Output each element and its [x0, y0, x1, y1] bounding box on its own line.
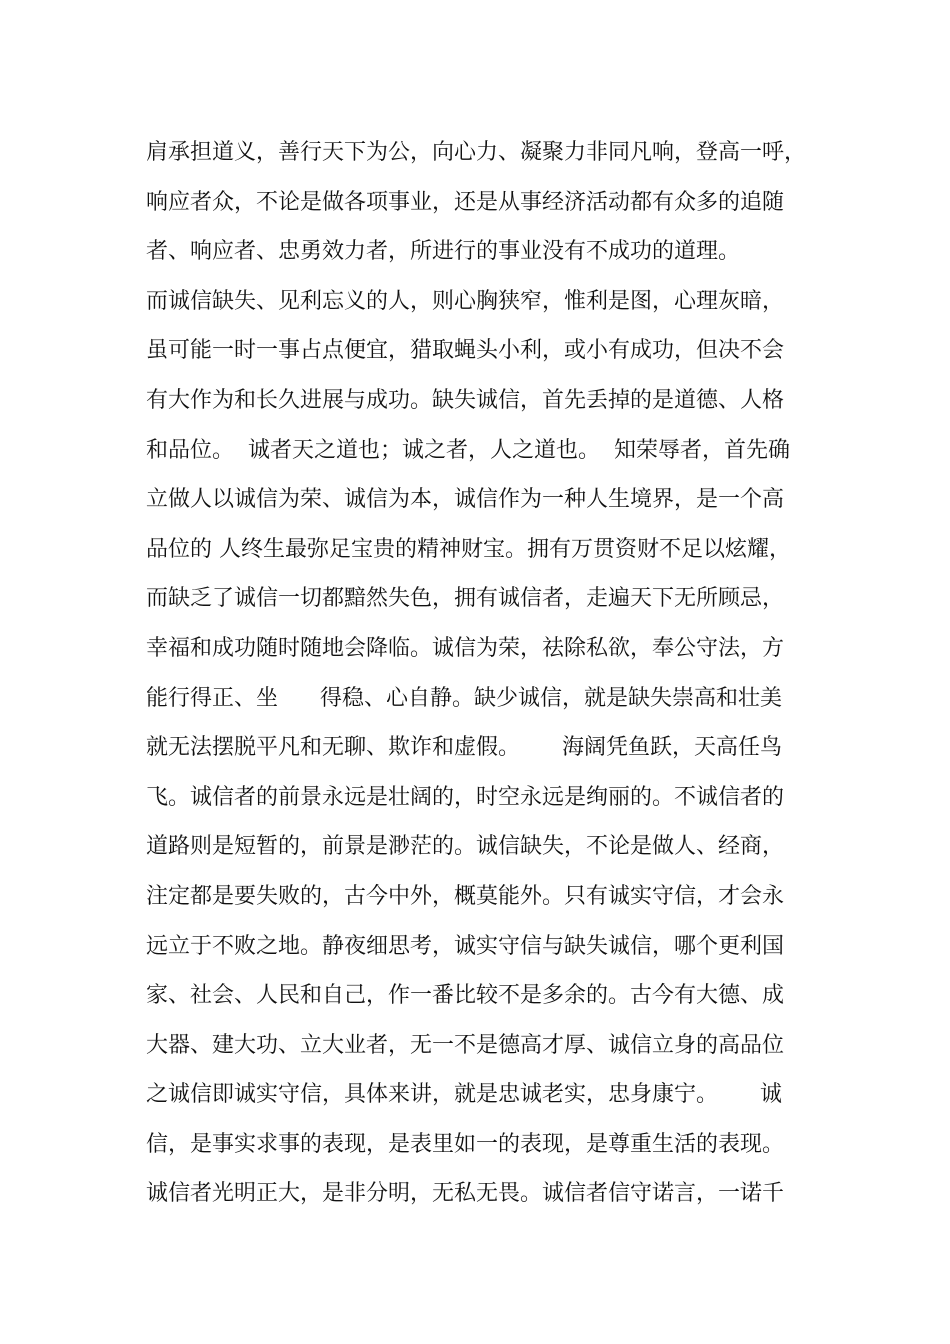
text-line: 能行得正、坐 得稳、心自静。缺少诚信，就是缺失崇高和壮美 [146, 685, 782, 711]
text-line: 之诚信即诚实守信，具体来讲，就是忠诚老实，忠身康宁。 诚 [146, 1082, 782, 1108]
text-line: 飞。诚信者的前景永远是壮阔的，时空永远是绚丽的。不诚信者的 [146, 784, 785, 810]
text-line: 肩承担道义，善行天下为公，向心力、凝聚力非同凡响，登高一呼， [146, 140, 807, 165]
text-line: 道路则是短暂的，前景是渺茫的。诚信缺失，不论是做人、经商， [146, 834, 785, 860]
text-line: 者、响应者、忠勇效力者，所进行的事业没有不成功的道理。 [146, 239, 741, 265]
text-line: 而缺乏了诚信一切都黯然失色，拥有诚信者，走遍天下无所顾忌， [146, 586, 785, 612]
text-line: 而诚信缺失、见利忘义的人，则心胸狭窄，惟利是图，心理灰暗， [146, 288, 785, 314]
text-line: 信，是事实求事的表现，是表里如一的表现，是尊重生活的表现。 [146, 1131, 785, 1157]
text-line: 和品位。 诚者天之道也；诚之者，人之道也。 知荣辱者，首先确 [146, 437, 790, 463]
text-line: 大器、建大功、立大业者，无一不是德高才厚、诚信立身的高品位 [146, 1032, 785, 1058]
text-line: 虽可能一时一事占点便宜，猎取蝇头小利，或小有成功，但决不会 [146, 338, 785, 364]
text-line: 品位的 人终生最弥足宝贵的精神财宝。拥有万贯资财不足以炫耀， [146, 536, 791, 562]
text-line: 立做人以诚信为荣、诚信为本，诚信作为一种人生境界，是一个高 [146, 487, 785, 513]
text-line: 诚信者光明正大，是非分明，无私无畏。诚信者信守诺言，一诺千 [146, 1181, 785, 1207]
text-line: 就无法摆脱平凡和无聊、欺诈和虚假。 海阔凭鱼跃，天高任鸟 [146, 735, 782, 761]
text-line: 幸福和成功随时随地会降临。诚信为荣，祛除私欲，奉公守法，方 [146, 635, 785, 661]
text-line: 家、社会、人民和自己，作一番比较不是多余的。古今有大德、成 [146, 983, 785, 1009]
text-line: 有大作为和长久进展与成功。缺失诚信，首先丢掉的是道德、人格 [146, 387, 785, 413]
text-line: 注定都是要失败的，古今中外，概莫能外。只有诚实守信，才会永 [146, 883, 785, 909]
body-text [146, 128, 826, 1219]
text-line: 响应者众，不论是做各项事业，还是从事经济活动都有众多的追随 [146, 189, 785, 215]
text-line: 远立于不败之地。静夜细思考，诚实守信与缺失诚信，哪个更利国 [146, 933, 785, 959]
